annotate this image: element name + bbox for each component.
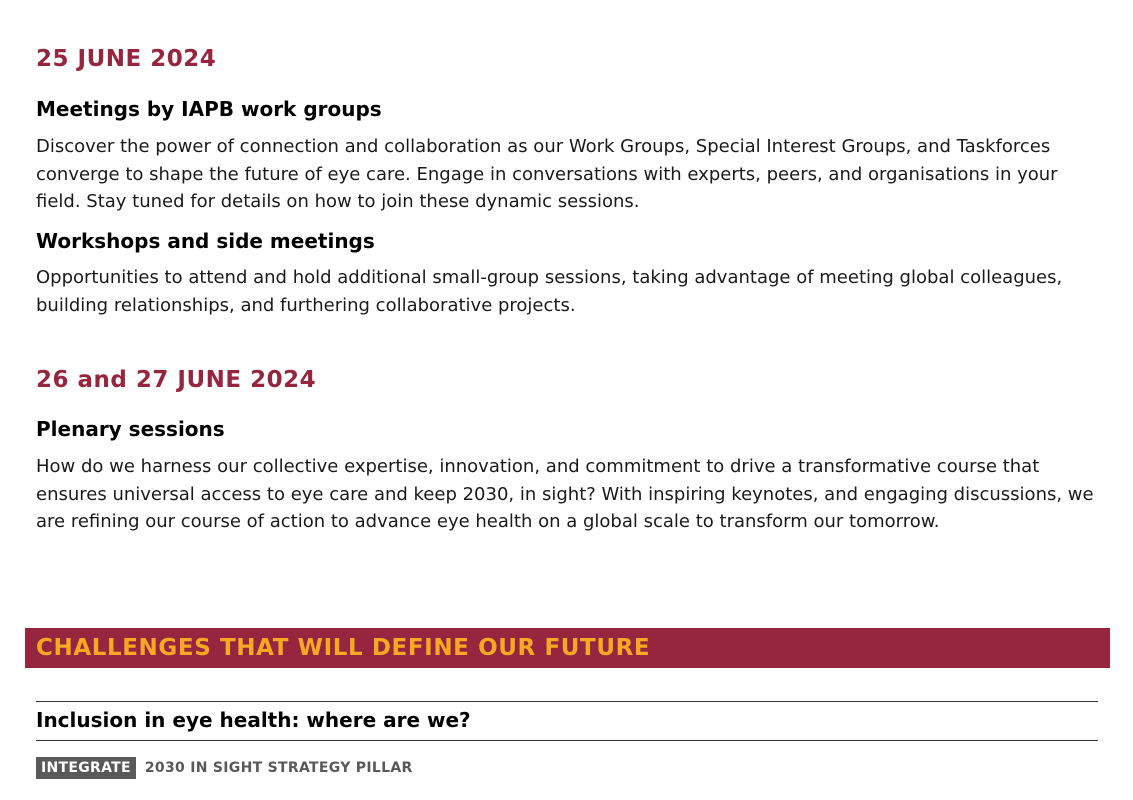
date-heading-25-june: 25 JUNE 2024 (36, 46, 217, 72)
section-text-workshops: Opportunities to attend and hold additional small-group sessions, taking advantage of meeting global colleagues, building relationships, and furthering collaborative projects. (36, 267, 1063, 316)
strategy-pillar-row (36, 757, 413, 779)
section-heading-plenary: Plenary sessions (36, 417, 225, 441)
divider-top (36, 701, 1098, 702)
section-text-plenary: How do we harness our collective expertise, innovation, and commitment to drive a transformative course that ensures universal access to eye care and keep 2030, in sight? With inspiring keynotes, and engaging discussions, we are refining our course of action to advance eye health on a global scale to transform our tomorrow. (36, 456, 1094, 532)
date-heading-26-27-june: 26 and 27 JUNE 2024 (36, 367, 317, 393)
pillar-badge: INTEGRATE (36, 757, 136, 779)
banner-title: CHALLENGES THAT WILL DEFINE OUR FUTURE (36, 635, 651, 661)
section-text-work-groups: Discover the power of connection and collaboration as our Work Groups, Special Interest Groups, and Taskforces converge to shape the future of eye care. Engage in conversations with experts, peers, and organisations in your field. Stay tuned for details on how to join these dynamic sessions. (36, 136, 1058, 212)
session-title: Inclusion in eye health: where are we? (36, 708, 471, 732)
pillar-label: 2030 IN SIGHT STRATEGY PILLAR (144, 760, 413, 776)
section-heading-work-groups: Meetings by IAPB work groups (36, 97, 382, 121)
section-heading-workshops: Workshops and side meetings (36, 229, 375, 253)
challenges-banner (25, 628, 1110, 668)
divider-bottom (36, 740, 1098, 741)
